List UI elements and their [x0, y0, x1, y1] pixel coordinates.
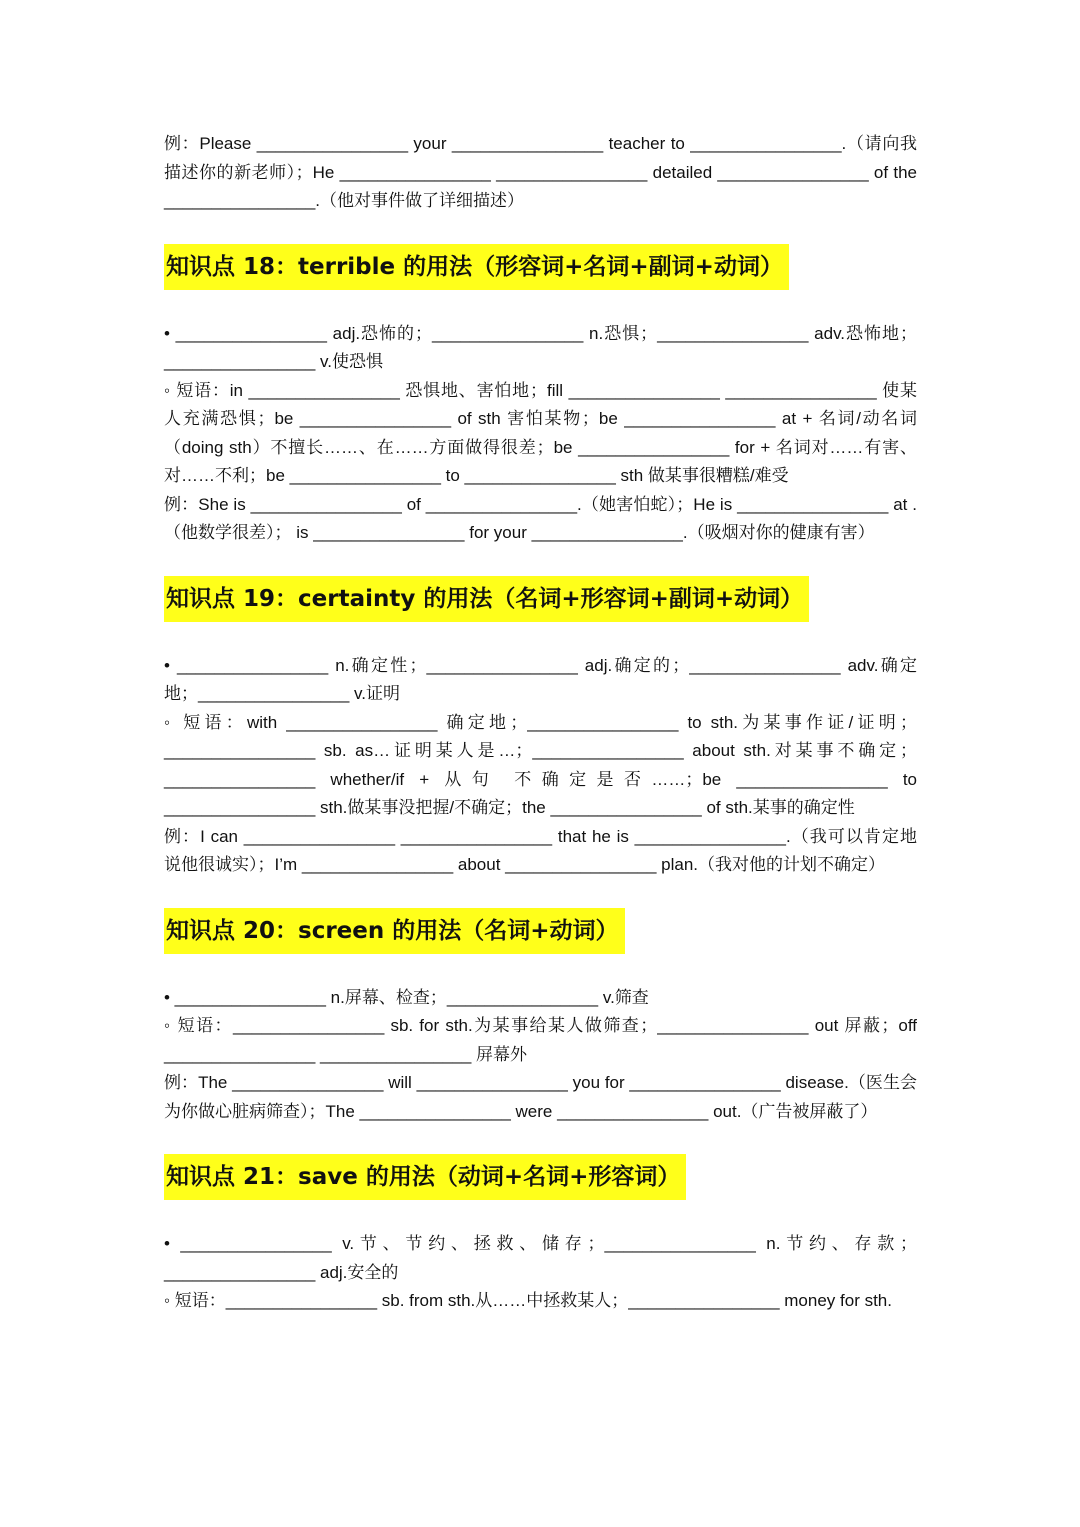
example-18: 例：She is ________________ of ________________.（她害怕蛇）；He is ________________ at .（他数学很差）； is ________________ for your ________________.（吸烟对你的健康有害） — [164, 494, 917, 542]
forms-20: • ________________ n.屏幕、检查；________________ v.筛查 — [164, 987, 649, 1007]
example-19: 例：I can ________________ ________________ that he is ________________.（我可以肯定地说他很诚实）；I’m ________________ about ________________ plan.（我对他的计划不确定） — [164, 826, 917, 874]
phrases-18: ◦ 短语：in ________________ 恐惧地、害怕地；fill ________________ ________________ 使某人充满恐惧；be ________________ of sth 害怕某物；be ________________ at + 名词/动名词（doing sth）不擅长……、在……方面做得很差；be ________________ for + 名词对……有害、对……不利；be ________________ to ________________ sth 做某事很糟糕/难受 — [164, 380, 917, 485]
document-content — [164, 130, 917, 1316]
section-heading-21: 知识点 21：save 的用法（动词+名词+形容词） — [164, 1154, 686, 1200]
example-20: 例：The ________________ will ________________ you for ________________ disease.（医生会为你做心脏病筛查）；The ________________ were ________________ out.（广告被屏蔽了） — [164, 1073, 917, 1121]
phrases-21: ◦ 短语：________________ sb. from sth.从……中拯救某人；________________ money for sth. — [164, 1291, 892, 1310]
forms-21: • ________________ v.节、节约、拯救、储存；________________ n.节约、存款；________________ adj.安全的 — [164, 1234, 917, 1282]
section-heading-20: 知识点 20：screen 的用法（名词+动词） — [164, 908, 625, 954]
section-heading-18: 知识点 18：terrible 的用法（形容词+名词+副词+动词） — [164, 244, 789, 290]
phrases-19: ◦ 短语：with ________________ 确定地；________________ to sth.为某事作证/证明；________________ sb. as…证明某人是…；________________ about sth.对某事不确定；________________ whether/if + 从句 不确定是否……；be ________________ to ________________ sth.做某事没把握/不确定；the ________________ of sth.某事的确定性 — [164, 712, 917, 817]
section-heading-19: 知识点 19：certainty 的用法（名词+形容词+副词+动词） — [164, 576, 809, 622]
forms-19: • ________________ n.确定性；________________ adj.确定的；________________ adv.确定地；________________ v.证明 — [164, 655, 917, 703]
example-17: 例：Please ________________ your ________________ teacher to ________________.（请向我描述你的新老师）；He ________________ ________________ detailed ________________ of the ________________.（他对事件做了详细描述） — [164, 134, 917, 210]
phrases-20: ◦ 短语：________________ sb. for sth.为某事给某人做筛查；________________ out 屏蔽；off ________________ ________________ 屏幕外 — [164, 1016, 917, 1064]
forms-18: • ________________ adj.恐怖的；________________ n.恐惧；________________ adv.恐怖地；________________ v.使恐惧 — [164, 323, 917, 371]
